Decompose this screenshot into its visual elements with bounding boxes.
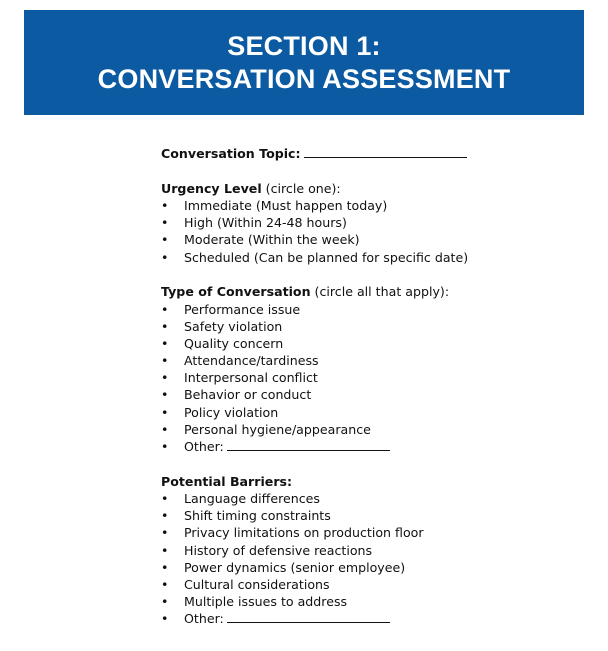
bullet-icon: • [161, 439, 169, 454]
urgency-option-label: Scheduled (Can be planned for specific date) [184, 249, 469, 265]
barrier-other[interactable] [161, 610, 581, 627]
conversation-type-other-blank[interactable] [227, 439, 390, 451]
conversation-type-other-label: Other: [184, 439, 224, 454]
conversation-type-option[interactable] [161, 421, 581, 438]
bullet-icon: • [161, 301, 169, 317]
spacer [161, 266, 581, 284]
conversation-topic-blank[interactable] [304, 146, 467, 158]
spacer [161, 455, 581, 473]
urgency-option[interactable] [161, 231, 581, 248]
page-title-line-1: SECTION 1: [227, 30, 381, 61]
barrier-item-label: Cultural considerations [184, 576, 330, 592]
urgency-label: Urgency Level [161, 180, 262, 196]
urgency-option-label: Immediate (Must happen today) [184, 197, 388, 213]
urgency-option-label: Moderate (Within the week) [184, 232, 360, 248]
bullet-icon: • [161, 559, 169, 575]
urgency-heading [161, 180, 581, 197]
conversation-type-option-label: Attendance/tardiness [184, 353, 319, 369]
bullet-icon: • [161, 387, 169, 403]
bullet-icon: • [161, 525, 169, 541]
spacer [161, 162, 581, 180]
barrier-item[interactable] [161, 559, 581, 576]
conversation-type-list [161, 301, 581, 456]
barriers-heading [161, 473, 581, 490]
bullet-icon: • [161, 197, 169, 213]
page-title-line-2: CONVERSATION ASSESSMENT [97, 63, 511, 94]
bullet-icon: • [161, 404, 169, 420]
bullet-icon: • [161, 215, 169, 231]
barrier-item[interactable] [161, 593, 581, 610]
conversation-type-heading [161, 283, 581, 300]
barrier-item[interactable] [161, 576, 581, 593]
barrier-item-label: Shift timing constraints [184, 508, 331, 524]
conversation-type-option-label: Safety violation [184, 318, 283, 334]
conversation-type-label: Type of Conversation [161, 284, 311, 300]
urgency-option[interactable] [161, 249, 581, 266]
barrier-item[interactable] [161, 507, 581, 524]
bullet-icon: • [161, 232, 169, 248]
conversation-type-other[interactable] [161, 438, 581, 455]
assessment-form [161, 145, 581, 627]
barrier-other-blank[interactable] [227, 611, 390, 623]
conversation-type-hint: (circle all that apply): [310, 284, 450, 300]
barrier-item[interactable] [161, 542, 581, 559]
bullet-icon: • [161, 490, 169, 506]
bullet-icon: • [161, 353, 169, 369]
bullet-icon: • [161, 542, 169, 558]
header-banner [24, 10, 584, 115]
barrier-item[interactable] [161, 490, 581, 507]
conversation-type-option[interactable] [161, 404, 581, 421]
conversation-type-option-label: Quality concern [184, 335, 284, 351]
bullet-icon: • [161, 335, 169, 351]
conversation-type-option-label: Personal hygiene/appearance [184, 421, 371, 437]
barrier-item-label: Privacy limitations on production floor [184, 525, 424, 541]
conversation-topic-row [161, 145, 581, 162]
bullet-icon: • [161, 508, 169, 524]
barrier-item[interactable] [161, 524, 581, 541]
urgency-option[interactable] [161, 214, 581, 231]
bullet-icon: • [161, 611, 169, 627]
conversation-type-option[interactable] [161, 335, 581, 352]
barrier-other-label: Other: [184, 611, 224, 627]
barrier-item-label: Language differences [184, 490, 320, 506]
urgency-option[interactable] [161, 197, 581, 214]
conversation-type-option-label: Policy violation [184, 404, 279, 420]
conversation-type-option-label: Performance issue [184, 301, 301, 317]
bullet-icon: • [161, 576, 169, 592]
barrier-item-label: Power dynamics (senior employee) [184, 559, 406, 575]
conversation-type-option[interactable] [161, 352, 581, 369]
bullet-icon: • [161, 249, 169, 265]
urgency-hint: (circle one): [261, 180, 341, 196]
bullet-icon: • [161, 370, 169, 386]
urgency-option-label: High (Within 24-48 hours) [184, 215, 347, 231]
barriers-list [161, 490, 581, 628]
barrier-item-label: Multiple issues to address [184, 594, 348, 610]
conversation-type-option[interactable] [161, 301, 581, 318]
conversation-type-option[interactable] [161, 386, 581, 403]
bullet-icon: • [161, 594, 169, 610]
urgency-list [161, 197, 581, 266]
bullet-icon: • [161, 421, 169, 437]
conversation-type-option-label: Behavior or conduct [184, 387, 312, 403]
conversation-type-option[interactable] [161, 318, 581, 335]
conversation-topic-label: Conversation Topic: [161, 146, 301, 161]
conversation-type-option-label: Interpersonal conflict [184, 370, 318, 386]
barriers-label: Potential Barriers: [161, 473, 293, 489]
bullet-icon: • [161, 318, 169, 334]
barrier-item-label: History of defensive reactions [184, 542, 373, 558]
conversation-type-option[interactable] [161, 369, 581, 386]
